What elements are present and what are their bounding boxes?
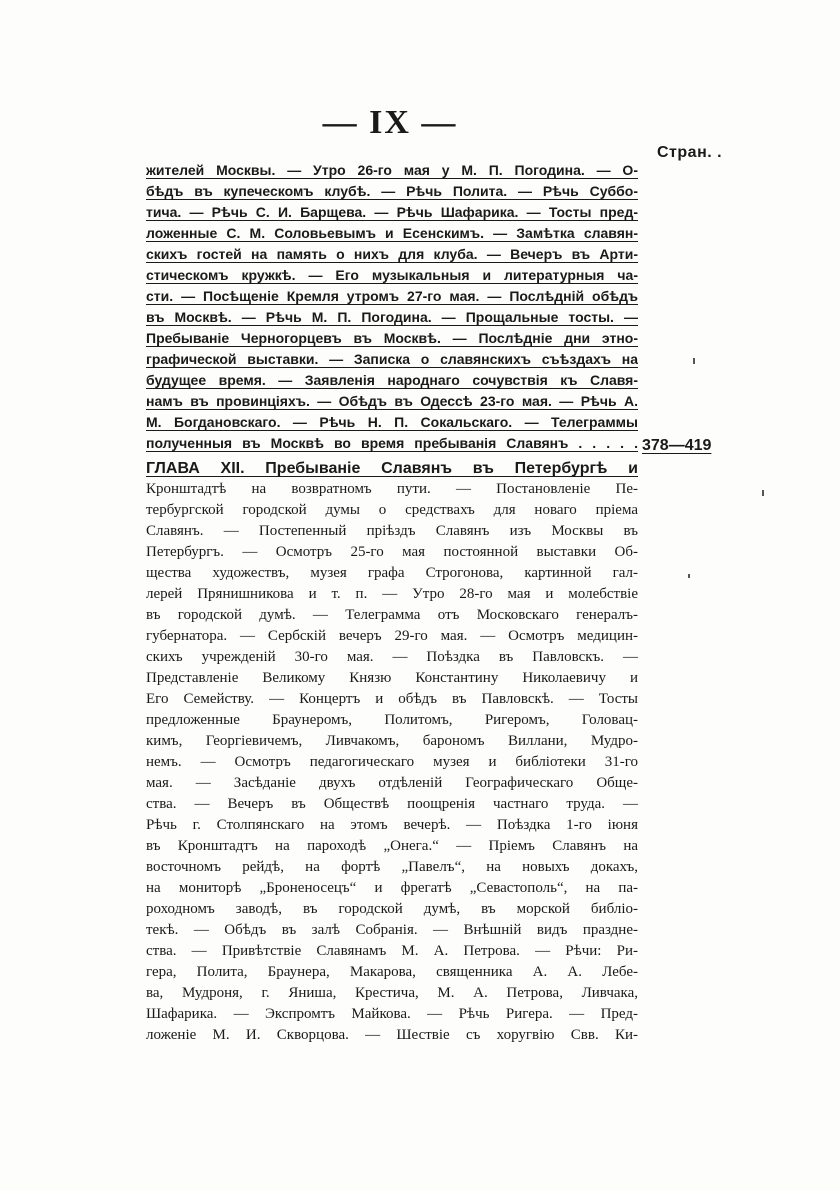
paper-speck [762, 490, 764, 496]
toc-line: мая. — Засѣданіе двухъ отдѣленій Географическаго Обще- [146, 775, 638, 791]
toc-line: гера, Полита, Браунера, Макарова, священника А. А. Лебе- [146, 964, 638, 980]
toc-line: стическомъ кружкѣ. — Его музыкальныя и литературныя ча- [146, 267, 638, 283]
toc-line: Пребываніе Черногорцевъ въ Москвѣ. — Послѣдніе дни этно- [146, 330, 638, 346]
paper-speck [688, 574, 690, 578]
toc-line: на мониторѣ „Броненосецъ“ и фрегатѣ „Севастополь“, на па- [146, 880, 638, 896]
toc-line: въ Москвѣ. — Рѣчь М. П. Погодина. — Прощальные тосты. — [146, 309, 638, 325]
toc-line: кимъ, Георгіевичемъ, Ливчакомъ, барономъ Виллани, Мудро- [146, 733, 638, 749]
toc-section-2 [146, 458, 638, 1046]
toc-line: бѣдъ въ купеческомъ клубѣ. — Рѣчь Полита. — Рѣчь Суббо- [146, 183, 638, 199]
toc-section-1 [146, 160, 638, 454]
toc-line: щества художествъ, музея графа Строгонова, картинной гал- [146, 565, 638, 581]
toc-line: ства. — Привѣтствіе Славянамъ М. А. Петрова. — Рѣчи: Ри- [146, 943, 638, 959]
toc-line: М. Богдановскаго. — Рѣчь Н. П. Сокальскаго. — Телеграммы [146, 414, 638, 430]
toc-line: Петербургъ. — Осмотръ 25-го мая постоянной выставки Об- [146, 544, 638, 560]
paper-speck [693, 358, 695, 364]
toc-line: роходномъ заводѣ, въ городской думѣ, въ морской библіо- [146, 901, 638, 917]
toc-line: ва, Мудроня, г. Яниша, Крестича, М. А. Петрова, Ливчака, [146, 985, 638, 1001]
toc-line: текѣ. — Обѣдъ въ залѣ Собранія. — Внѣшній видъ праздне- [146, 922, 638, 938]
toc-line: Рѣчь г. Столпянскаго на этомъ вечерѣ. — Поѣздка 1-го іюня [146, 817, 638, 833]
toc-line: тербургской городской думы о средствахъ для новаго пріема [146, 502, 638, 518]
column-header-pages: Стран. . [657, 144, 723, 161]
toc-line: въ городской думѣ. — Телеграмма отъ Московскаго генералъ- [146, 607, 638, 623]
toc-line: ложеніе М. И. Скворцова. — Шествіе съ хоругвію Свв. Ки- [146, 1027, 638, 1043]
toc-line: сти. — Посѣщеніе Кремля утромъ 27-го мая. — Послѣдній обѣдъ [146, 288, 638, 304]
toc-line: полученныя въ Москвѣ во время пребыванія Славянъ . . . . . [146, 435, 638, 451]
toc-line: восточномъ рейдѣ, на фортѣ „Павелъ“, на новыхъ докахъ, [146, 859, 638, 875]
toc-line: лерей Прянишникова и т. п. — Утро 28-го мая и молебствіе [146, 586, 638, 602]
toc-line: намъ въ провинціяхъ. — Обѣдъ въ Одессѣ 23-го мая. — Рѣчь А. [146, 393, 638, 409]
toc-line: будущее время. — Заявленія народнаго сочувствія къ Славя- [146, 372, 638, 388]
toc-line: Представленіе Великому Князю Константину Николаевичу и [146, 670, 638, 686]
toc-line: предложенные Браунеромъ, Политомъ, Ригеромъ, Головац- [146, 712, 638, 728]
toc-line: въ Кронштадтъ на пароходѣ „Онега.“ — Пріемъ Славянъ на [146, 838, 638, 854]
toc-line: губернатора. — Сербскій вечеръ 29-го мая. — Осмотръ медицин- [146, 628, 638, 644]
page-range: 378—419 [642, 437, 712, 454]
toc-line: ложенные С. М. Соловьевымъ и Есенскимъ. — Замѣтка славян- [146, 225, 638, 241]
toc-line: Его Семейству. — Концертъ и обѣдъ въ Павловскѣ. — Тосты [146, 691, 638, 707]
page-number: — IX — [322, 104, 458, 141]
toc-line: Шафарика. — Экспромтъ Майкова. — Рѣчь Ригера. — Пред- [146, 1006, 638, 1022]
toc-line: ства. — Вечеръ въ Обществѣ поощренія частнаго труда. — [146, 796, 638, 812]
chapter-heading: ГЛАВА XII. Пребываніе Славянъ въ Петербургѣ и [146, 460, 638, 477]
toc-line: графической выставки. — Записка о славянскихъ съѣздахъ на [146, 351, 638, 367]
toc-line: тича. — Рѣчь С. И. Барщева. — Рѣчь Шафарика. — Тосты пред- [146, 204, 638, 220]
toc-line: немъ. — Осмотръ педагогическаго музея и библіотеки 31-го [146, 754, 638, 770]
toc-line: скихъ гостей на память о нихъ для клуба. — Вечеръ въ Арти- [146, 246, 638, 262]
toc-line: жителей Москвы. — Утро 26-го мая у М. П. Погодина. — О- [146, 162, 638, 178]
toc-line: скихъ учрежденій 30-го мая. — Поѣздка въ Павловскъ. — [146, 649, 638, 665]
toc-line: Кронштадтѣ на возвратномъ пути. — Постановленіе Пе- [146, 481, 638, 497]
toc-line: Славянъ. — Постепенный пріѣздъ Славянъ изъ Москвы въ [146, 523, 638, 539]
